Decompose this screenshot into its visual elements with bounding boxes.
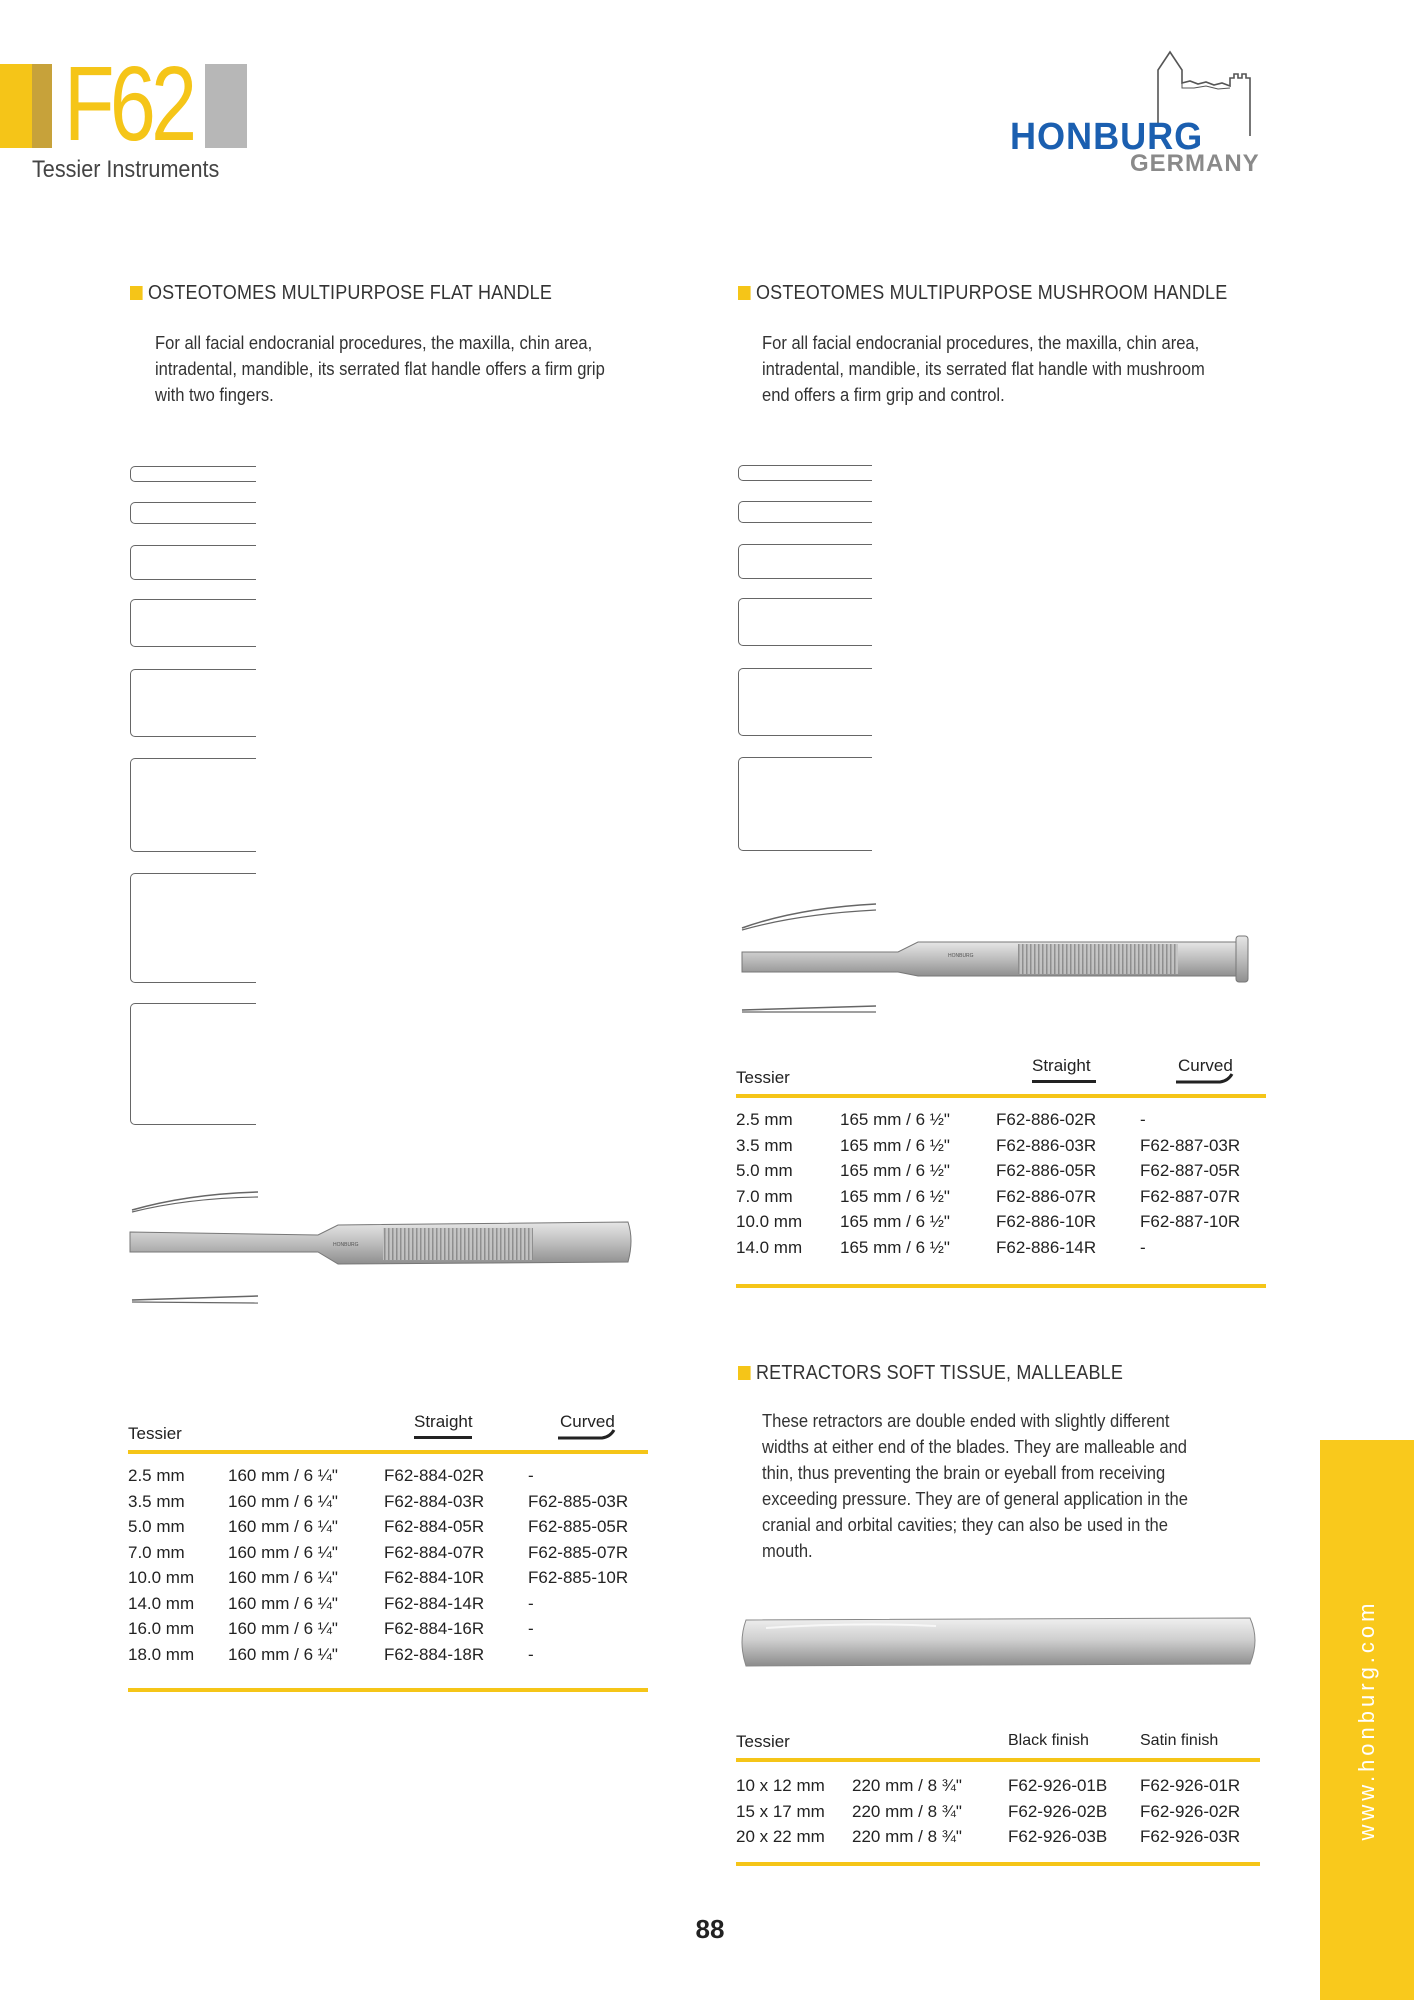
- table-header: [736, 1726, 1260, 1762]
- tip-profile-7mm: [738, 598, 872, 646]
- description-line: mouth.: [762, 1541, 813, 1561]
- mushroom-handle-osteotome-image: [738, 894, 1278, 1024]
- cell-length: 165 mm / 6 ½": [840, 1110, 950, 1129]
- header-curved: Curved: [1178, 1056, 1233, 1075]
- flat-handle-osteotome-image: [128, 1180, 658, 1310]
- honburg-logo: [1010, 48, 1306, 178]
- description-line: For all facial endocranial procedures, the maxilla, chin area,: [155, 333, 593, 353]
- cell-straight: F62-886-05R: [996, 1161, 1097, 1180]
- table-row: [128, 1645, 648, 1671]
- table-footer-rule: [128, 1688, 648, 1692]
- cell-black: F62-926-01B: [1008, 1776, 1108, 1795]
- header-straight: Straight: [1032, 1056, 1091, 1075]
- cell-curved: -: [528, 1644, 534, 1664]
- cell-size: 5.0 mm: [736, 1161, 793, 1180]
- table-row: [736, 1827, 1260, 1853]
- bullet-square: [738, 1366, 751, 1380]
- cell-length: 160 mm / 6 ¼": [228, 1542, 338, 1562]
- cell-length: 160 mm / 6 ¼": [228, 1517, 338, 1536]
- cell-straight: F62-884-14R: [384, 1593, 485, 1613]
- cell-length: 165 mm / 6 ½": [840, 1135, 950, 1155]
- cell-straight: F62-884-18R: [384, 1644, 485, 1664]
- table-row: [736, 1161, 1266, 1187]
- cell-black: F62-926-02B: [1008, 1801, 1108, 1821]
- cell-straight: F62-886-03R: [996, 1135, 1097, 1155]
- cell-straight: F62-886-02R: [996, 1110, 1097, 1129]
- cell-straight: F62-886-14R: [996, 1237, 1097, 1257]
- cell-size: 5.0 mm: [128, 1517, 185, 1536]
- section-title-mushroom-handle: [738, 282, 1227, 305]
- cell-length: 165 mm / 6 ½": [840, 1161, 950, 1180]
- table-body: [128, 1466, 648, 1670]
- cell-straight: F62-884-07R: [384, 1542, 485, 1562]
- header-tessier: Tessier: [736, 1732, 790, 1751]
- cell-length: 160 mm / 6 ¼": [228, 1491, 338, 1511]
- cell-size: 3.5 mm: [128, 1491, 185, 1511]
- malleable-retractor-image: [736, 1612, 1262, 1672]
- cell-straight: F62-884-05R: [384, 1517, 485, 1536]
- tip-profile-14mm: [738, 757, 872, 851]
- bullet-square: [130, 286, 143, 300]
- cell-size: 14.0 mm: [736, 1237, 803, 1257]
- instrument-mark: HONBURG: [948, 953, 974, 959]
- cell-curved: F62-885-03R: [528, 1491, 629, 1511]
- cell-length: 165 mm / 6 ½": [840, 1237, 950, 1257]
- section-title-text: OSTEOTOMES MULTIPURPOSE MUSHROOM HANDLE: [756, 282, 1228, 304]
- tip-profile-5mm: [130, 545, 256, 580]
- cell-size: 10.0 mm: [128, 1568, 195, 1587]
- header-straight: Straight: [414, 1412, 473, 1431]
- description-flat-handle: [155, 330, 633, 408]
- table-mushroom-handle: [736, 1056, 1266, 1292]
- table-row: [736, 1802, 1260, 1828]
- cell-length: 160 mm / 6 ¼": [228, 1644, 338, 1664]
- cell-length: 160 mm / 6 ¼": [228, 1593, 338, 1613]
- cell-curved: F62-887-07R: [1140, 1186, 1241, 1206]
- tip-profile-16mm: [130, 873, 256, 983]
- table-row: [736, 1136, 1266, 1162]
- description-line: intradental, mandible, its serrated flat handle offers a firm grip: [155, 359, 605, 379]
- section-title-retractors: [738, 1362, 1123, 1385]
- cell-length: 220 mm / 8 ¾": [852, 1776, 962, 1795]
- cell-straight: F62-884-02R: [384, 1466, 485, 1485]
- description-line: For all facial endocranial procedures, the maxilla, chin area,: [762, 333, 1200, 353]
- table-flat-handle: [128, 1412, 648, 1692]
- cell-black: F62-926-03B: [1008, 1827, 1108, 1846]
- cell-size: 3.5 mm: [736, 1135, 793, 1155]
- table-footer-rule: [736, 1862, 1260, 1866]
- table-header: [736, 1056, 1266, 1098]
- cell-curved: -: [1140, 1237, 1146, 1257]
- cell-length: 165 mm / 6 ½": [840, 1186, 950, 1206]
- logo-country: GERMANY: [1130, 150, 1260, 177]
- cell-straight: F62-884-03R: [384, 1491, 485, 1511]
- cell-size: 10.0 mm: [736, 1212, 803, 1231]
- section-title-flat-handle: [130, 282, 552, 305]
- yellow-bar: [0, 64, 32, 148]
- description-retractors: [762, 1408, 1240, 1564]
- cell-curved: F62-887-10R: [1140, 1212, 1241, 1231]
- cell-size: 7.0 mm: [128, 1542, 185, 1562]
- section-title-text: RETRACTORS SOFT TISSUE, MALLEABLE: [756, 1362, 1124, 1384]
- description-line: exceeding pressure. They are of general application in the: [762, 1489, 1188, 1509]
- description-line: widths at either end of the blades. They are malleable and: [762, 1437, 1188, 1457]
- cell-curved: F62-887-05R: [1140, 1161, 1241, 1180]
- table-row: [736, 1187, 1266, 1213]
- cell-straight: F62-884-10R: [384, 1568, 485, 1587]
- cell-size: 14.0 mm: [128, 1593, 195, 1613]
- tip-profile-14mm: [130, 758, 256, 852]
- cell-size: 2.5 mm: [128, 1466, 185, 1485]
- tip-profile-2-5mm: [130, 466, 256, 482]
- catalog-subtitle: Tessier Instruments: [32, 156, 220, 183]
- cell-curved: -: [528, 1619, 534, 1638]
- gold-bar: [32, 64, 52, 148]
- section-title-text: OSTEOTOMES MULTIPURPOSE FLAT HANDLE: [148, 282, 553, 304]
- catalog-code: F62: [64, 45, 193, 163]
- table-body: [736, 1776, 1260, 1853]
- curved-pattern-icon: [556, 1426, 616, 1442]
- page-number: 88: [695, 1914, 725, 1944]
- cell-curved: -: [528, 1466, 534, 1485]
- cell-curved: F62-885-05R: [528, 1517, 629, 1536]
- description-line: end offers a firm grip and control.: [762, 385, 1005, 405]
- instrument-mark: HONBURG: [333, 1242, 359, 1248]
- cell-curved: F62-885-10R: [528, 1568, 629, 1587]
- table-header: [128, 1412, 648, 1454]
- tip-profile-10mm: [130, 669, 256, 737]
- description-mushroom-handle: [762, 330, 1240, 408]
- header-tessier: Tessier: [128, 1424, 182, 1443]
- website-sidebar: [1320, 1440, 1414, 2000]
- table-footer-rule: [736, 1284, 1266, 1288]
- straight-pattern-icon: [1032, 1080, 1096, 1083]
- bullet-square: [738, 286, 751, 300]
- table-retractors: [736, 1726, 1260, 1868]
- table-row: [736, 1110, 1266, 1136]
- catalog-code-block: [0, 45, 250, 163]
- cell-straight: F62-886-07R: [996, 1186, 1097, 1206]
- description-line: cranial and orbital cavities; they can also be used in the: [762, 1515, 1168, 1535]
- cell-size: 2.5 mm: [736, 1110, 793, 1129]
- tip-profile-3-5mm: [130, 502, 256, 524]
- cell-size: 20 x 22 mm: [736, 1827, 825, 1846]
- cell-size: 18.0 mm: [128, 1644, 195, 1664]
- cell-size: 7.0 mm: [736, 1186, 793, 1206]
- cell-curved: -: [1140, 1110, 1146, 1129]
- header-tessier: Tessier: [736, 1068, 790, 1087]
- table-row: [128, 1543, 648, 1569]
- tip-profile-10mm: [738, 668, 872, 736]
- tip-profile-18mm: [130, 1003, 256, 1125]
- table-row: [128, 1492, 648, 1518]
- cell-length: 160 mm / 6 ¼": [228, 1619, 338, 1638]
- description-line: with two fingers.: [155, 385, 274, 405]
- table-row: [736, 1212, 1266, 1238]
- cell-curved: F62-885-07R: [528, 1542, 629, 1562]
- website-url: www.honburg.com: [1354, 1599, 1379, 1841]
- cell-straight: F62-884-16R: [384, 1619, 485, 1638]
- description-line: intradental, mandible, its serrated flat handle with mushroom: [762, 359, 1205, 379]
- cell-size: 10 x 12 mm: [736, 1776, 825, 1795]
- cell-curved: F62-887-03R: [1140, 1135, 1241, 1155]
- curved-pattern-icon: [1174, 1070, 1234, 1086]
- table-row: [736, 1776, 1260, 1802]
- grey-bar: [205, 64, 247, 148]
- description-line: These retractors are double ended with slightly different: [762, 1411, 1170, 1431]
- header-satin-finish: Satin finish: [1140, 1732, 1219, 1749]
- description-line: thin, thus preventing the brain or eyeball from receiving: [762, 1463, 1166, 1483]
- cell-length: 160 mm / 6 ¼": [228, 1466, 338, 1485]
- tip-profile-3-5mm: [738, 501, 872, 523]
- tip-profile-2-5mm: [738, 465, 872, 481]
- cell-length: 220 mm / 8 ¾": [852, 1827, 962, 1846]
- cell-length: 220 mm / 8 ¾": [852, 1801, 962, 1821]
- table-body: [736, 1110, 1266, 1263]
- cell-curved: -: [528, 1593, 534, 1613]
- tip-profile-5mm: [738, 544, 872, 579]
- cell-satin: F62-926-01R: [1140, 1776, 1241, 1795]
- table-row: [736, 1238, 1266, 1264]
- table-row: [128, 1594, 648, 1620]
- table-row: [128, 1619, 648, 1645]
- logo-wordmark: HONBURG: [1010, 116, 1204, 158]
- straight-pattern-icon: [414, 1436, 472, 1439]
- cell-straight: F62-886-10R: [996, 1212, 1097, 1231]
- cell-length: 165 mm / 6 ½": [840, 1212, 950, 1231]
- header-curved: Curved: [560, 1412, 615, 1431]
- cell-size: 15 x 17 mm: [736, 1801, 825, 1821]
- table-row: [128, 1517, 648, 1543]
- cell-size: 16.0 mm: [128, 1619, 195, 1638]
- cell-satin: F62-926-02R: [1140, 1801, 1241, 1821]
- table-row: [128, 1568, 648, 1594]
- cell-length: 160 mm / 6 ¼": [228, 1568, 338, 1587]
- tip-profile-7mm: [130, 599, 256, 647]
- table-row: [128, 1466, 648, 1492]
- header-black-finish: Black finish: [1008, 1732, 1089, 1749]
- cell-satin: F62-926-03R: [1140, 1827, 1241, 1846]
